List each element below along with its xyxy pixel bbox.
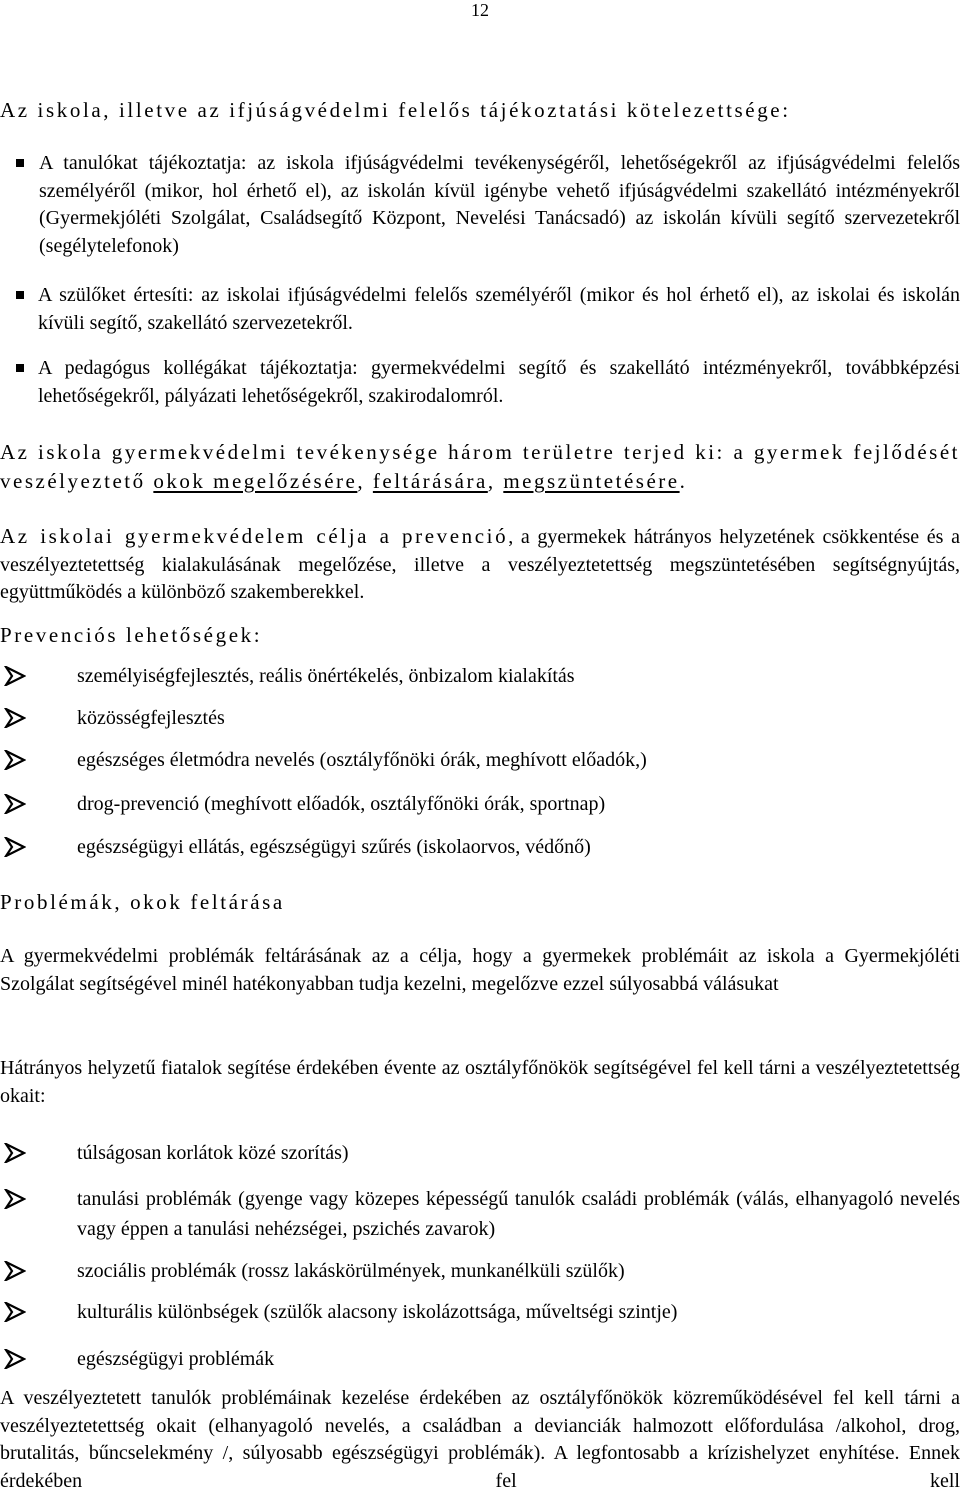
list-item — [4, 1138, 960, 1168]
child-protection-scope-paragraph — [0, 438, 960, 496]
list-item-text: tanulási problémák (gyenge vagy közepes képességű tanulók családi problémák (válás, elhanyagoló nevelés vagy éppen a tanulási nehézségei, pszichés zavarok) — [77, 1188, 960, 1240]
scope-elimination: megszüntetésére — [503, 469, 680, 493]
section-heading-prevention: Prevenciós lehetőségek: — [0, 623, 263, 647]
square-bullet-icon — [16, 291, 24, 299]
list-item — [4, 1297, 960, 1327]
arrowhead-bullet-icon — [4, 837, 26, 857]
goal-lead: Az iskolai gyermekvédelem célja a prevenció — [0, 524, 509, 548]
scope-exploration: feltárására — [372, 469, 488, 493]
arrowhead-bullet-icon — [4, 1302, 26, 1322]
list-item — [4, 745, 960, 775]
list-item-text: túlságosan korlátok közé szorítás) — [77, 1142, 349, 1164]
list-item — [4, 661, 960, 691]
list-item-text: egészségügyi problémák — [77, 1348, 275, 1370]
problems-paragraph-2: Hátrányos helyzetű fiatalok segítése érdekében évente az osztályfőnökök segítségével fel kell tárni a veszélyeztetettség okait: — [0, 1057, 960, 1107]
problems-paragraph-1: A gyermekvédelmi problémák feltárásának az a célja, hogy a gyermekek problémáit az iskola a Gyermekjóléti Szolgálat segítségével minél hatékonyabban tudja kezelni, megelőzve ezzel súlyosabbá válásukat — [0, 945, 960, 995]
list-item — [4, 1184, 960, 1244]
arrowhead-bullet-icon — [4, 1143, 26, 1163]
list-item-text: szociális problémák (rossz lakáskörülmények, munkanélküli szülők) — [77, 1260, 625, 1282]
problems-paragraph-3: A veszélyeztetett tanulók problémáinak kezelése érdekében az osztályfőnökök közreműködésével fel kell tárni a veszélyeztetettség okait (elhanyagoló nevelés, a családban a devianciák halmozott előfordulása /alkohol, drog, brutalitás, bűncselekmény /, súlyosabb egészségügyi problémák). A legfontosabb a krízishelyzet enyhítése. Ennek érdekében fel kell — [0, 1387, 960, 1492]
scope-separator: , — [357, 469, 366, 493]
scope-intro: Az iskola gyermekvédelmi tevékenysége három területre terjed ki: a gyermek fejlődését veszélyeztető — [0, 440, 960, 493]
page-number: 12 — [471, 0, 489, 20]
list-item-text: A szülőket értesíti: az iskolai ifjúságvédelmi felelős személyéről (mikor és hol érhető el), az iskolai és iskolán kívüli segítő, szakellátó szervezetekről. — [38, 284, 960, 334]
arrowhead-bullet-icon — [4, 1349, 26, 1369]
list-item — [4, 832, 960, 862]
list-item — [4, 1344, 960, 1374]
scope-prevention: okok megelőzésére — [153, 469, 358, 493]
scope-separator: , — [487, 469, 496, 493]
child-protection-goal-paragraph — [0, 523, 960, 607]
list-item — [4, 703, 960, 733]
list-item — [16, 282, 960, 337]
arrowhead-bullet-icon — [4, 794, 26, 814]
list-item-text: személyiségfejlesztés, reális önértékelés, önbizalom kialakítás — [77, 665, 575, 687]
list-item-text: kulturális különbségek (szülők alacsony iskolázottsága, műveltségi szintje) — [77, 1301, 678, 1323]
arrowhead-bullet-icon — [4, 1261, 26, 1281]
section-heading-information-duty: Az iskola, illetve az ifjúságvédelmi felelős tájékoztatási kötelezettsége: — [0, 98, 791, 122]
arrowhead-bullet-icon — [4, 750, 26, 770]
square-bullet-icon — [16, 364, 24, 372]
list-item-text: egészséges életmódra nevelés (osztályfőnöki órák, meghívott előadók,) — [77, 749, 647, 771]
arrowhead-bullet-icon — [4, 708, 26, 728]
list-item-text: egészségügyi ellátás, egészségügyi szűrés (iskolaorvos, védőnő) — [77, 836, 591, 858]
arrowhead-bullet-icon — [4, 1189, 26, 1209]
arrowhead-bullet-icon — [4, 666, 26, 686]
list-item — [4, 1256, 960, 1286]
list-item — [16, 150, 960, 260]
list-item-text: közösségfejlesztés — [77, 707, 225, 729]
section-heading-problems: Problémák, okok feltárása — [0, 890, 285, 914]
scope-end: . — [679, 469, 688, 493]
list-item-text: A tanulókat tájékoztatja: az iskola ifjúságvédelmi tevékenységéről, lehetőségekről az ifjúságvédelmi felelős személyéről (mikor, hol érhető el), az iskolán kívül igénybe vehető ifjúságvédelmi szakellátó intézményekről (Gyermekjóléti Szolgálat, Családsegítő Központ, Nevelési Tanácsadó) az iskolán kívüli segítő szervezetekről (segélytelefonok) — [39, 152, 960, 257]
list-item — [16, 355, 960, 410]
square-bullet-icon — [16, 159, 24, 167]
list-item — [4, 789, 960, 819]
list-item-text: drog-prevenció (meghívott előadók, osztályfőnöki órák, sportnap) — [77, 793, 606, 815]
goal-text: , a gyermekek hátrányos helyzetének csökkentése és a veszélyeztetettség kialakulásának megelőzése, illetve a veszélyeztetettség megszüntetésében segítségnyújtás, együttműködés a különböző szakemberekkel. — [0, 526, 960, 603]
list-item-text: A pedagógus kollégákat tájékoztatja: gyermekvédelmi segítő és szakellátó intézményekről, továbbképzési lehetőségekről, pályázati lehetőségekről, szakirodalomról. — [38, 357, 960, 407]
